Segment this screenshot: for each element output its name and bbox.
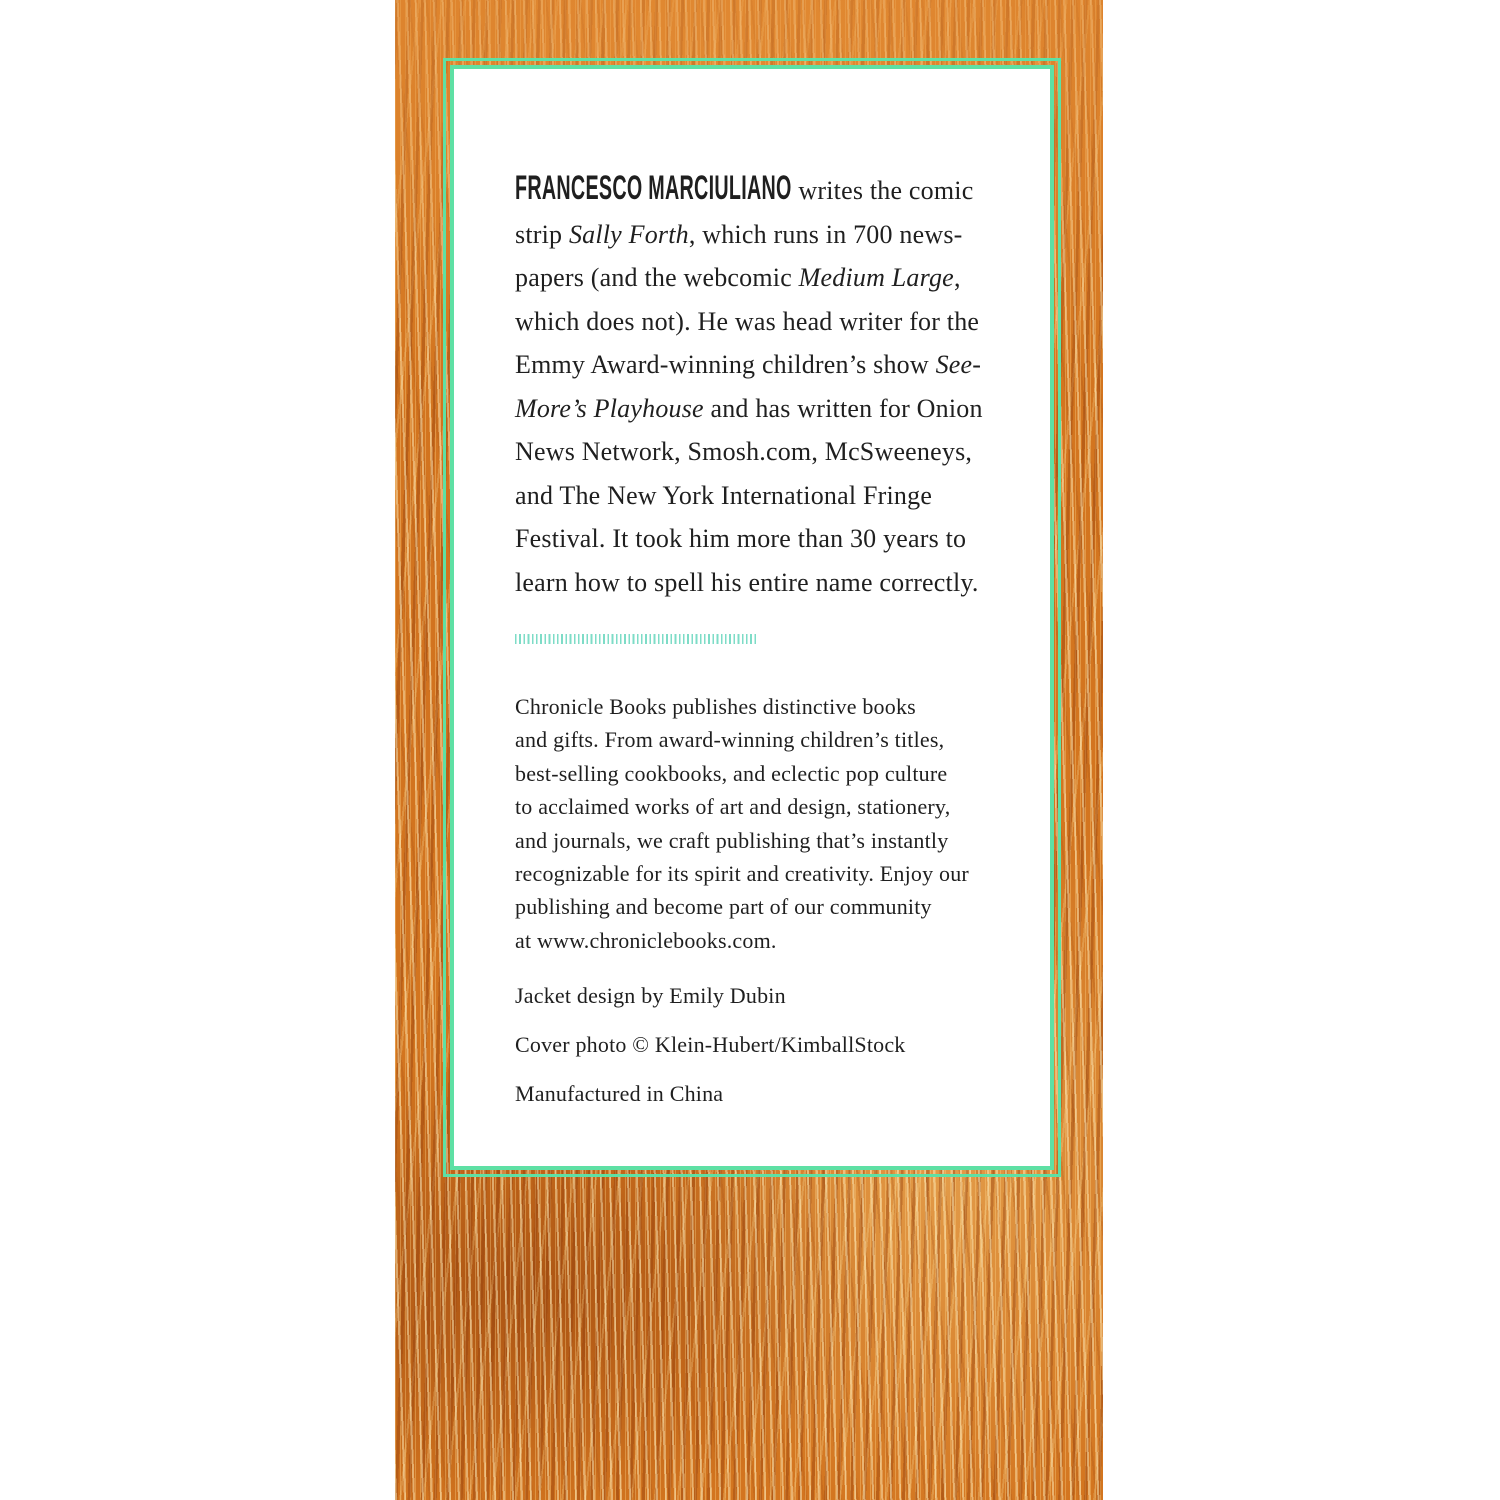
panel-border-outer [443, 58, 1061, 1177]
panel-content [454, 69, 1050, 1166]
text-line [515, 300, 1020, 344]
text-run: which does not). He was head writer for the [515, 306, 980, 336]
text-run: at www.chroniclebooks.com. [515, 927, 777, 953]
text-run: Emmy Award-winning children’s show [515, 350, 936, 379]
author-bio [515, 167, 1020, 604]
text-line [515, 890, 1020, 923]
text-line [515, 474, 1020, 518]
text-run: strip [515, 219, 569, 249]
text-run: Festival. It took him more than 30 years to [515, 524, 967, 553]
text-line [515, 213, 1020, 257]
text-run: and has written for Onion [703, 393, 983, 423]
text-run: and gifts. From award-winning children’s titles, [515, 727, 945, 753]
text-run: papers (and the webcomic [515, 263, 799, 292]
text-run: More’s Playhouse [515, 393, 704, 423]
text-run: best-selling cookbooks, and eclectic pop culture [515, 760, 948, 786]
text-line [515, 517, 1020, 561]
text-run: News Network, Smosh.com, McSweeneys, [515, 437, 973, 466]
credit-jacket-design: Jacket design by Emily Dubin [515, 983, 786, 1009]
credit-manufactured: Manufactured in China [515, 1081, 724, 1107]
text-line [515, 924, 1020, 957]
tick-divider [515, 634, 758, 644]
text-line [515, 387, 1020, 431]
text-line [515, 561, 1020, 605]
text-run: Sally Forth [568, 219, 689, 249]
text-line [515, 757, 1020, 790]
text-run: publishing and become part of our community [515, 894, 932, 920]
text-run: and journals, we craft publishing that’s instantly [515, 827, 949, 853]
text-run: , which runs in 700 news- [688, 219, 963, 249]
text-run: , [953, 263, 961, 292]
text-line [515, 723, 1020, 756]
text-line [515, 343, 1020, 387]
text-run: Medium Large [798, 263, 954, 292]
text-run: See- [935, 350, 982, 379]
text-line [515, 790, 1020, 823]
author-name-text: FRANCESCO MARCIULIANO [515, 169, 792, 207]
text-line [515, 430, 1020, 474]
text-run: to acclaimed works of art and design, stationery, [515, 794, 951, 820]
credits-block [515, 979, 1020, 1110]
text-line [515, 167, 1020, 213]
text-line [515, 857, 1020, 890]
text-run: learn how to spell his entire name correctly. [515, 567, 979, 597]
text-line [515, 824, 1020, 857]
text-run: and The New York International Fringe [515, 480, 933, 510]
publisher-blurb [515, 690, 1020, 957]
credit-cover-photo: Cover photo © Klein-Hubert/KimballStock [515, 1032, 906, 1058]
text-run: recognizable for its spirit and creativity. Enjoy our [515, 861, 969, 887]
text-run: Chronicle Books publishes distinctive books [515, 694, 916, 719]
text-line [515, 690, 1020, 723]
text-line [515, 256, 1020, 300]
text-run: writes the comic [791, 176, 974, 205]
panel-border-inner [450, 65, 1054, 1170]
